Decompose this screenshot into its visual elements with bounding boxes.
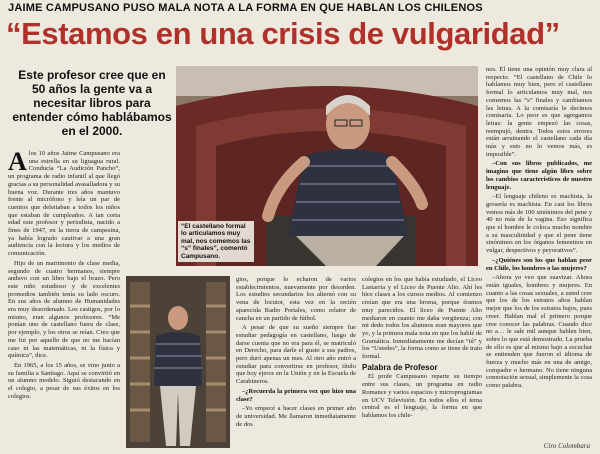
col2-paragraph-2: A pesar de que su sueño siempre fue estudiar pedagogía en castellano, luego de darse cuenta que no era para él, se matriculó en Derecho, para darle el gusto a sus padres, pero duró apenas un mes. Al otro año entró a estudiar para convertirse en profesor, título que hoy ejerce en la Unión y en la Escuela de Carabineros. (236, 324, 356, 386)
column-3 (362, 276, 482, 448)
secondary-photo (126, 276, 230, 448)
col1-paragraph-2: Hijo de un matrimonio de clase media, segundo de cuatro hermanos, siempre anduvo con un libro bajo el brazo. Pero este niño estudioso y de excelentes promedios también tenía su lado oscuro. En sus años de alumno de Humanidades era muy desordenado. Los castigos, por lo mismo, eran algunos profesores. “Me ponían uno de castellano fuera de clase, por ejemplo, y los otros se reían. Creo que me fui por aquello de que no me hacían caso ni las matemáticas, ni la física y química”, dice. (8, 259, 120, 360)
column-1 (8, 150, 120, 446)
col4-answer-1: –El lenguaje chileno es machista, la grosería es machista. En casi los libros vemos más de 100 sinónimos del pene y 40 no más de la vagina. Eso significa que el hombre le coloca mucho nombre a su masculinidad y que el pene tiene sinónimos en los órganos femeninos en vulgar, despectivos y peyorativos”. (486, 193, 592, 255)
section-subhead: Palabra de Profesor (362, 362, 438, 372)
secondary-photo-illustration (126, 276, 230, 448)
main-photo-caption: “El castellano formal lo articulamos muy mal, nos comemos las “s” finales”, comentó Campusano. (178, 221, 254, 263)
col1-paragraph-3: En 1965, a los 15 años, se vino junto a su familia a Santiago. Aquí se convirtió en un alumno modelo. Siguió destacando en el colegio, a pesar de sus éxitos en los colegios. (8, 361, 120, 400)
column-4 (486, 66, 592, 438)
col1-paragraph-1: los 10 años Jaime Campusano era una estrella en su liguagua rural. Conducía “La Audición Pancho”, un programa de radio infantil al que llegó gracias a su personalidad avasalladora y su buena voz. Durante tres años mantuvo frente al micrófono y leía un par de cuentos que deleitaban a todos los niños que estaban de cumpleaños. A tan corta edad este profesor y periodista, nacido a fines de 1947, en la tierra de campesina, ya había logrado cautivar a una gran audiencia con la lectura y los medios de comunicación. (8, 150, 120, 258)
col4-answer-2: –Ahora yo veo que suavizar. Ahora están iguales, hombres y mujeres. En cuanto a las cosas sexuales, a usted cree que los de los estratos altos hablan mejor que los de los estratos bajos, pues creer. Hablan mal el primero porque cree conocer las palabras. Cuando dice no a… le sale mil aunque hablen bien, sobre lo que está demostrado. La prueba de ello es que al mismo bajo a escuchar se entienden que fueron el idioma de fuerza y mucho más en una de amigo, compadre o hermano. No tiene ninguna connotación sexual, simplemente la cosa como palabra. (486, 274, 592, 390)
dropcap: A (8, 150, 27, 176)
col4-question-1: –Con sus libros publicados, me imagino que tiene algún libro sobre los cambios característicos de nuestro lenguaje. (486, 160, 592, 191)
col2-answer-1: –Yo empecé a hacer clases en primer año de universidad. Me llamaron inmediatamente de dos (236, 405, 356, 428)
deck: Este profesor cree que en 50 años la gente va a necesitar libros para entender cómo hablábamos en el 2000. (12, 68, 172, 138)
col4-question-2: –¿Quiénes son los que hablan peor en Chile, los hombres o las mujeres? (486, 256, 592, 272)
column-2 (236, 276, 356, 448)
main-photo (176, 66, 478, 266)
kicker: JAIME CAMPUSANO PUSO MALA NOTA A LA FORMA EN QUE HABLAN LOS CHILENOS (8, 2, 483, 14)
col3-paragraph-2: El profe Campusano reparte su tiempo entre sus clases, un programa en radio Romance y varios espacios y microprogramas en UCV Televisión. En todos ellos el tema central es el lenguaje, la forma en que hablamos los chile- (362, 373, 482, 419)
col2-question-1: –¿Recuerda la primera vez que hizo una clase? (236, 387, 356, 403)
headline: “Estamos en una crisis de vulgaridad” (6, 16, 560, 51)
photo-credit: Ciro Colombara (543, 442, 590, 450)
col4-paragraph-1: nos. Él tiene una opinión muy clara al respecto. “El castellano de Chile lo hablamos muy bien, pero el castellano formal lo articulamos muy mal, nos comemos las “s” finales y cambiamos las letras. A la comisaría le decimos comisaria. Lo peor es que agregamos letras: la gente empezó las cosas, reempujó, dentra. Todos estos errores están arruinando el castellano cada día más y esto no lo vemos más, es imposible”. (486, 66, 592, 158)
col3-paragraph-1: colegios en los que había estudiado, el Liceo Lastarria y el Liceo de Puente Alto. Ahí les hice clases a los cursos medios. Al comienzo creían que era una broma, porque éramos muy parecidos. El liceo de Puente Alto mediaron en cuanto me daba vergüenza; con mi dedo todos los alumnos eran mayores que yo, y la primera mala nota en que los hablé de Gramática. Inmediatamente me decían “tú” y los “Ustedes”, la forma como se tiene de trato formal. (362, 276, 482, 361)
col2-paragraph-1: gios, porque lo echaron de varios establecimientos, nuevamente por desorden. Los estudios secundarios los alternó con su vena de locutor, esta vez en la recién aparecida Radio Portales, como relator de cancha en un partido de fútbol. (236, 276, 356, 322)
